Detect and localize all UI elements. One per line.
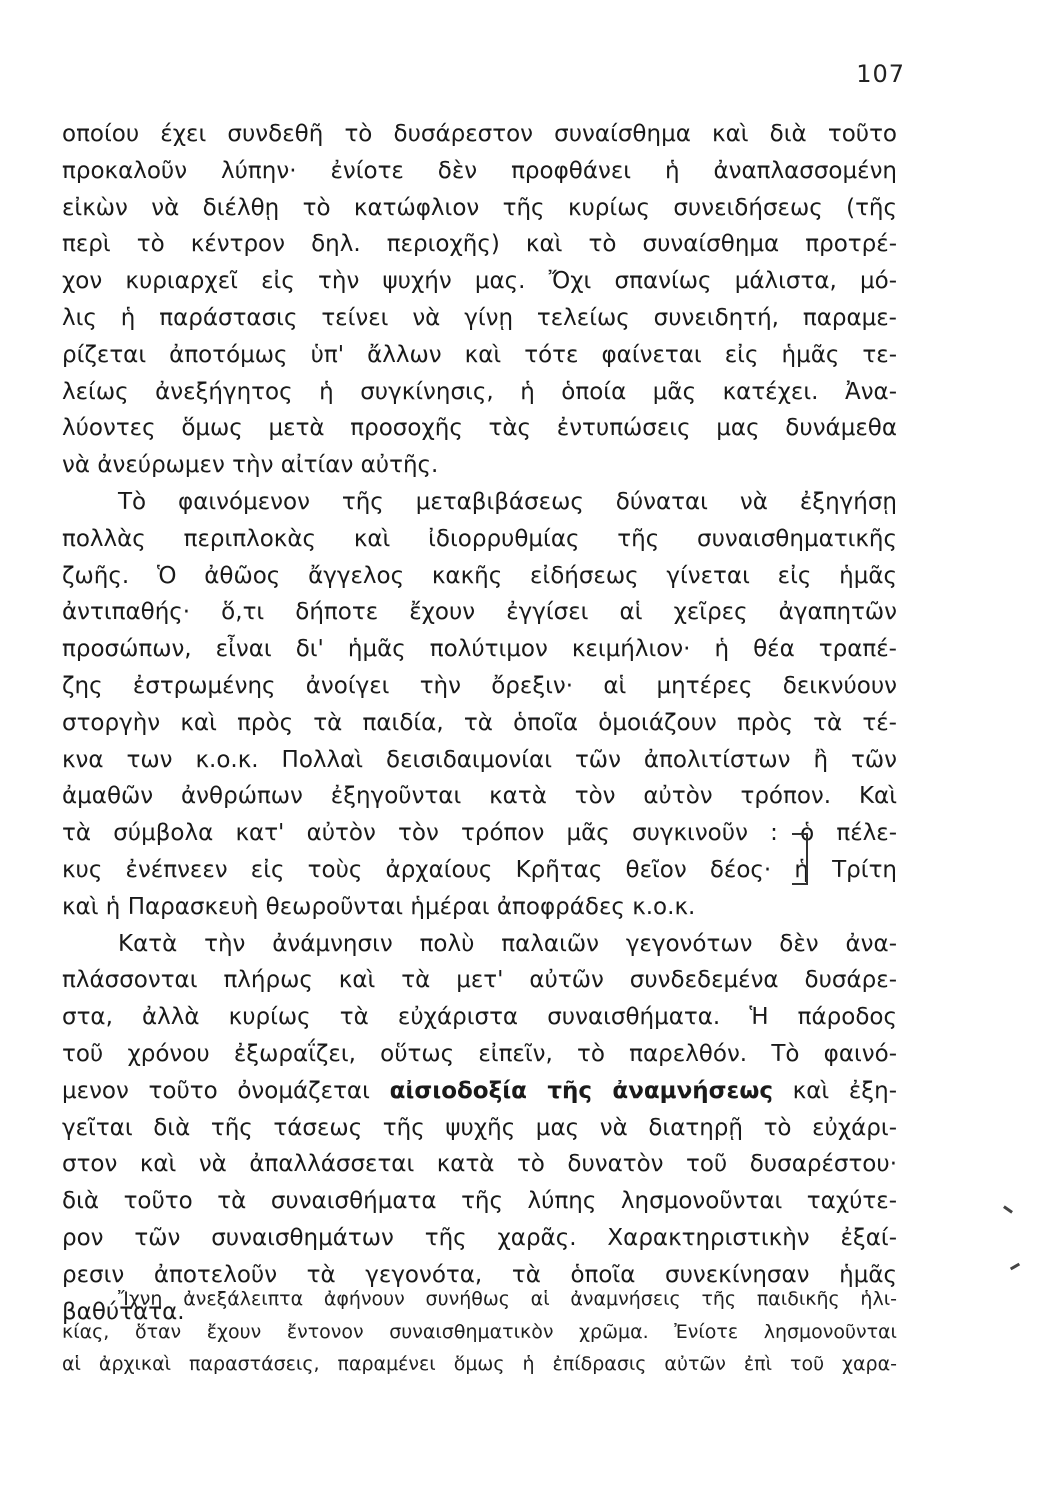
text-line: πολλὰς περιπλοκὰς καὶ ἰδιορρυθμίας τῆς συναισθηματικῆς: [62, 525, 897, 552]
text-line: διὰ τοῦτο τὰ συναισθήματα τῆς λύπης λησμονοῦνται ταχύτε-: [62, 1188, 897, 1215]
text-line: ζης ἐστρωμένης ἀνοίγει τὴν ὄρεξιν· αἱ μητέρες δεικνύουν: [62, 672, 897, 699]
text-line: πλάσσονται πλήρως καὶ τὰ μετ' αὐτῶν συνδεδεμένα δυσάρε-: [62, 967, 897, 994]
text-line: ρεσιν ἀποτελοῦν τὰ γεγονότα, τὰ ὁποῖα συνεκίνησαν ἡμᾶς: [62, 1261, 897, 1288]
text-line: ἀντιπαθής· ὅ,τι δήποτε ἔχουν ἐγγίσει αἱ χεῖρες ἀγαπητῶν: [62, 599, 897, 626]
text-line: τοῦ χρόνου ἐξωραΐζει, οὕτως εἰπεῖν, τὸ παρελθόν. Τὸ φαινό-: [62, 1040, 897, 1067]
text-line: νὰ ἀνεύρωμεν τὴν αἰτίαν αὐτῆς.: [62, 452, 439, 479]
text-line: ζωῆς. Ὁ ἀθῶος ἄγγελος κακῆς εἰδήσεως γίνεται εἰς ἡμᾶς: [62, 562, 897, 589]
text-line: χον κυριαρχεῖ εἰς τὴν ψυχήν μας. Ὄχι σπανίως μάλιστα, μό-: [62, 268, 897, 295]
paragraph-3: [62, 926, 897, 1331]
footnote: [62, 1283, 897, 1381]
text-line: στα, ἀλλὰ κυρίως τὰ εὐχάριστα συναισθήματα. Ἡ πάροδος: [62, 1004, 897, 1031]
text-line: στον καὶ νὰ ἀπαλλάσσεται κατὰ τὸ δυνατὸν τοῦ δυσαρέστου·: [62, 1151, 897, 1178]
text-line: προσώπων, εἶναι δι' ἡμᾶς πολύτιμον κειμήλιον· ἡ θέα τραπέ-: [62, 636, 897, 663]
text-line: καὶ ἡ Παρασκευὴ θεωροῦνται ἡμέραι ἀποφράδες κ.ο.κ.: [62, 893, 696, 920]
text-line: βαθύτατα.: [62, 1298, 185, 1325]
text-line-with-emphasis: μενον τοῦτο ὀνομάζεται αἰσιοδοξία τῆς ἀναμνήσεως καὶ ἐξη-: [62, 1077, 897, 1104]
text-line: τὰ σύμβολα κατ' αὐτὸν τὸν τρόπον μᾶς συγκινοῦν : ὁ πέλε-: [62, 820, 897, 847]
text-line: λις ἡ παράστασις τείνει νὰ γίνῃ τελείως συνειδητή, παραμε-: [62, 304, 897, 331]
paragraph-2: [62, 484, 897, 926]
text-line: προκαλοῦν λύπην· ἐνίοτε δὲν προφθάνει ἡ ἀναπλασσομένη: [62, 157, 897, 184]
text-line: οποίου έχει συνδεθῆ τὸ δυσάρεστον συναίσθημα καὶ διὰ τοῦτο: [62, 121, 897, 147]
text-line: ρον τῶν συναισθημάτων τῆς χαρᾶς. Χαρακτηριστικὴν ἐξαί-: [62, 1224, 897, 1251]
text-line: λύοντες ὅμως μετὰ προσοχῆς τὰς ἐντυπώσεις μας δυνάμεθα: [62, 415, 897, 442]
text-line: στοργὴν καὶ πρὸς τὰ παιδία, τὰ ὁποῖα ὁμοιάζουν πρὸς τὰ τέ-: [62, 709, 897, 736]
footnote-line: κίας, ὅταν ἔχουν ἔντονον συναισθηματικὸν χρῶμα. Ἐνίοτε λησμονοῦνται: [62, 1320, 897, 1343]
handwritten-bracket-mark: [792, 833, 808, 885]
footnote-line: Ἴχνη ἀνεξάλειπτα ἀφήνουν συνήθως αἱ ἀναμνήσεις τῆς παιδικῆς ἡλι-: [118, 1288, 897, 1310]
stray-pen-mark: [1010, 1263, 1020, 1271]
body-text: [62, 116, 897, 1330]
text-line: γεῖται διὰ τῆς τάσεως τῆς ψυχῆς μας νὰ διατηρῇ τὸ εὐχάρι-: [62, 1114, 897, 1141]
text-line: περὶ τὸ κέντρον δηλ. περιοχῆς) καὶ τὸ συναίσθημα προτρέ-: [62, 231, 897, 258]
text-line: Κατὰ τὴν ἀνάμνησιν πολὺ παλαιῶν γεγονότων δὲν ἀνα-: [118, 930, 897, 957]
text-line: εἰκὼν νὰ διέλθῃ τὸ κατώφλιον τῆς κυρίως συνειδήσεως (τῆς: [62, 194, 897, 221]
paragraph-1: [62, 116, 897, 484]
stray-pen-mark: [1003, 1205, 1013, 1213]
text-line: κυς ἐνέπνεεν εἰς τοὺς ἀρχαίους Κρῆτας θεῖον δέος· ἡ Τρίτη: [62, 856, 897, 883]
text-line: κνα των κ.ο.κ. Πολλαὶ δεισιδαιμονίαι τῶν ἀπολιτίστων ἢ τῶν: [62, 746, 897, 773]
text-line: Τὸ φαινόμενον τῆς μεταβιβάσεως δύναται νὰ ἐξηγήσῃ: [118, 488, 897, 515]
text-line: λείως ἀνεξήγητος ἡ συγκίνησις, ἡ ὁποία μᾶς κατέχει. Ἀνα-: [62, 378, 897, 405]
emphasized-term: αἰσιοδοξία τῆς ἀναμνήσεως: [389, 1077, 773, 1104]
page-number: 107: [856, 60, 905, 88]
text-line: ἀμαθῶν ἀνθρώπων ἐξηγοῦνται κατὰ τὸν αὐτὸν τρόπον. Καὶ: [62, 783, 897, 810]
footnote-line: αἱ ἀρχικαὶ παραστάσεις, παραμένει ὅμως ἡ ἐπίδρασις αὐτῶν ἐπὶ τοῦ χαρα-: [62, 1353, 897, 1375]
text-line: ρίζεται ἀποτόμως ὑπ' ἄλλων καὶ τότε φαίνεται εἰς ἡμᾶς τε-: [62, 341, 897, 368]
